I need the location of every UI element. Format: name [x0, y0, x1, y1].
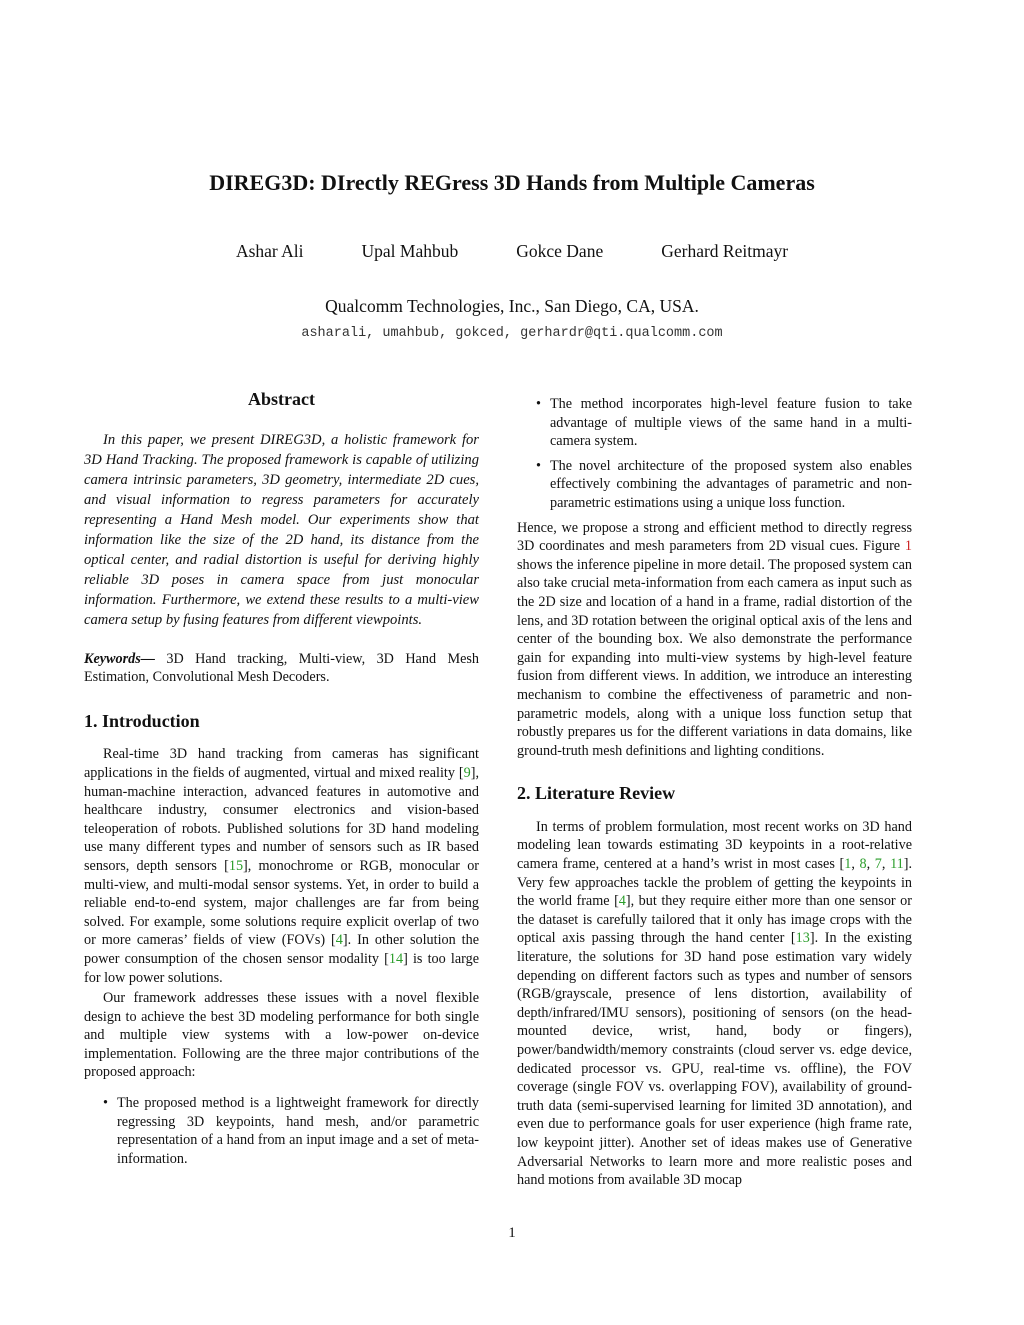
citation-link[interactable]: 4 — [335, 932, 343, 949]
figure-reference-link[interactable]: 1 — [904, 538, 912, 555]
keywords-label: Keywords— — [84, 650, 155, 667]
citation-link[interactable]: 14 — [388, 950, 404, 967]
paper-title: DIREG3D: DIrectly REGress 3D Hands from Multiple Cameras — [209, 170, 815, 195]
citation-link[interactable]: 1 — [844, 856, 852, 873]
author-name: Upal Mahbub — [361, 241, 459, 261]
section-heading-literature-review: 2. Literature Review — [517, 783, 676, 804]
literature-paragraph: In terms of problem formulation, most recent works on 3D hand modeling lean towards estimating 3D keypoints in a root-relative camera frame, centered at a hand’s wrist in most cases [1, 8, 7, 11]. Very few approaches tackle the problem of getting the keypoints in the world frame [4], but they require either more than one sensor or the dataset is carefully tailored that it only has image crops with the optical axis passing through the hand center [13]. In the existing literature, the solutions for 3D hand pose estimation vary widely depending on different factors such as types and number of sensors (RGB/grayscale, presence of lens distortion, availability of depth/infrared/IMU sensors), positioning of sensors (on the head-mounted device, wrist, hand, body or fingers), power/bandwidth/memory constraints (cloud server vs. edge device, dedicated processor vs. GPU, real-time vs. offline), the FOV coverage (single FOV vs. overlapping FOV), availability of ground-truth data (semi-supervised learning for limited 3D annotation), and even due to performance goals for user experience (high frame rate, low keypoint jitter). Another set of ideas makes use of Generative Adversarial Networks to learn more and more realistic poses and hand motions from available 3D mocap — [517, 818, 913, 1189]
citation-link[interactable]: 15 — [228, 857, 244, 874]
page-number: 1 — [508, 1225, 516, 1241]
left-column — [84, 386, 479, 1174]
contributions-list — [84, 1094, 479, 1168]
abstract-heading: Abstract — [248, 389, 315, 409]
intro-paragraph-1: Real-time 3D hand tracking from cameras has significant applications in the fields of augmented, virtual and mixed reality [9], human-machine interaction, advanced features in automotive and healthcare industry, consumer electronics and vision-based teleoperation of robots. Published solutions for 3D hand modeling use many different types and number of sensors such as IR based sensors, depth sensors [15], monochrome or RGB, monocular or multi-view, and multi-modal sensor systems. Yet, in order to build a reliable end-to-end system, major challenges are far from being solved. For example, some solutions require explicit overlap of two or more cameras’ fields of view (FOVs) [4]. In other solution the power consumption of the chosen sensor modality [14] is too large for low power solutions. — [84, 746, 480, 986]
abstract-text: In this paper, we present DIREG3D, a holistic framework for 3D Hand Tracking. The proposed framework is capable of utilizing camera intrinsic parameters, 3D geometry, intermediate 2D cues, and visual information to regress parameters for accurately representing a Hand Mesh model. Our experiments show that information like the size of the 2D hand, its distance from the optical center, and radial distortion is useful for deriving highly reliable 3D poses in camera space from just monocular information. Furthermore, we extend these results to a multi-view camera setup by fusing features from different viewpoints. — [84, 431, 479, 628]
contributions-list-continued — [517, 395, 912, 513]
keywords-list: 3D Hand tracking, Multi-view, 3D Hand Mesh Estimation, Convolutional Mesh Decoders. — [84, 650, 479, 686]
citation-link[interactable]: 11 — [890, 856, 904, 873]
author-name: Gerhard Reitmayr — [661, 241, 789, 261]
author-list — [0, 241, 1024, 262]
list-item: • The proposed method is a lightweight framework for directly regressing 3D keypoints, hand mesh, and/or parametric representation of a hand from an input image and a set of meta-information. — [84, 1094, 479, 1168]
list-item: • The novel architecture of the proposed system also enables effectively combining the advantages of parametric and non-parametric estimations using a unique loss function. — [517, 457, 912, 513]
citation-link[interactable]: 9 — [463, 764, 471, 781]
affiliation: Qualcomm Technologies, Inc., San Diego, CA, USA. — [325, 296, 699, 316]
citation-link[interactable]: 4 — [618, 893, 626, 910]
citation-link[interactable]: 7 — [874, 856, 882, 873]
right-column — [517, 395, 912, 1190]
contributions-summary-paragraph: Hence, we propose a strong and efficient method to directly regress 3D coordinates and mesh parameters from 2D visual cues. Figure 1 shows the inference pipeline in more detail. The proposed system can also take crucial meta-information from each camera as input such as the 2D size and location of a hand in a frame, radial distortion of the lens, and 3D rotation between the original optical axis of the lens and center of the bounding box. We also demonstrate the performance gain for expanding into multi-view systems by high-level feature fusion from different views. In addition, we introduce an interesting mechanism to combine the effectiveness of parametric and non-parametric models, along with a unique loss function setup that robustly prepares us for the different variations in data domains, like ground-truth mesh definitions and lighting conditions. — [517, 519, 912, 759]
section-heading-introduction: 1. Introduction — [84, 710, 200, 731]
citation-link[interactable]: 8 — [859, 856, 867, 873]
author-name: Ashar Ali — [235, 241, 304, 261]
citation-link[interactable]: 13 — [795, 930, 810, 947]
keywords — [84, 650, 479, 687]
author-name: Gokce Dane — [516, 241, 604, 261]
intro-paragraph-2: Our framework addresses these issues with a novel flexible design to achieve the best 3D modeling performance for both single and multiple view systems with a low-power on-device implementation. Following are the three major contributions of the proposed approach: — [84, 990, 479, 1081]
author-emails: asharali, umahbub, gokced, gerhardr@qti.qualcomm.com — [301, 326, 723, 341]
list-item: • The method incorporates high-level feature fusion to take advantage of multiple views of the same hand in a multi-camera system. — [517, 395, 912, 451]
